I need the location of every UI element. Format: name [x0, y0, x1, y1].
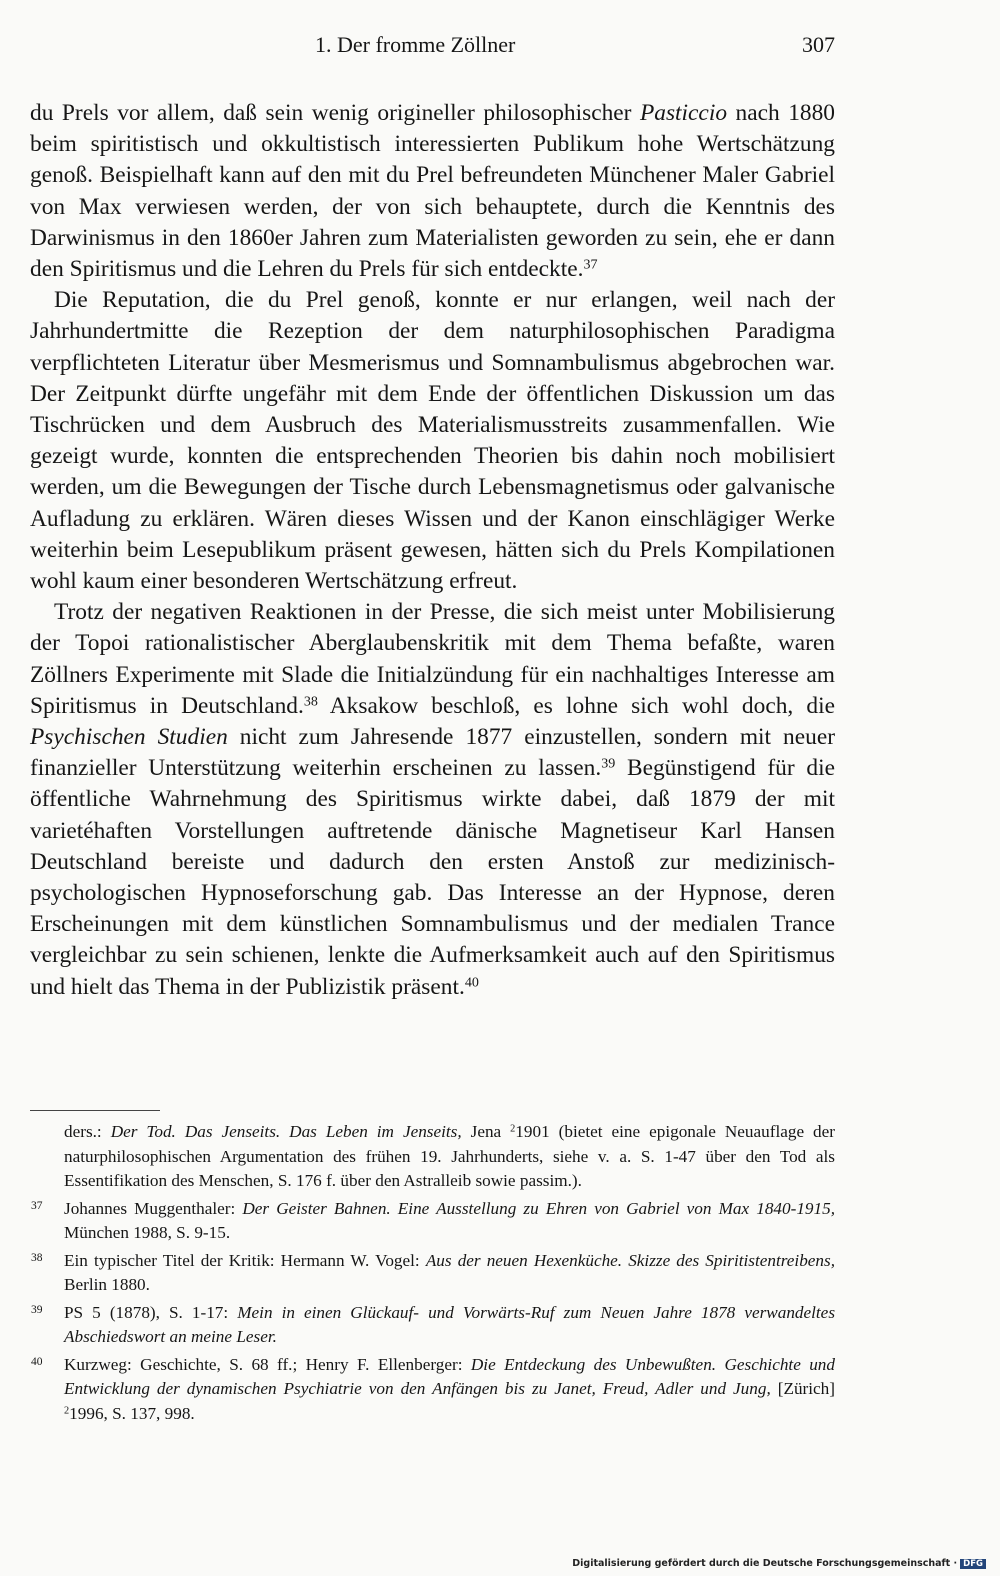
running-header	[30, 32, 835, 72]
footnote-number: 40	[31, 1355, 43, 1368]
footnote-number: 39	[31, 1303, 43, 1316]
footnote-38: 38 Ein typischer Titel der Kritik: Hermann W. Vogel: Aus der neuen Hexenküche. Skizze des Spiritistentreibens, Berlin 1880.	[31, 1250, 836, 1294]
page-number: 307	[802, 32, 835, 57]
digitization-credit	[572, 1558, 986, 1569]
footnote-number: 37	[31, 1199, 43, 1212]
footnote-continuation: ders.: Der Tod. Das Jenseits. Das Leben im Jenseits, Jena $^2$1901 (bietet eine epigonale Neuauflage der naturphilosophischen Argumentation des frühen 19. Jahrhunderts, siehe v. a. S. 1-47 über den Tod als Essentifikation des Menschen, S. 176 f. über den Astralleib sowie passim.).	[64, 1122, 836, 1190]
main-text	[30, 98, 835, 1003]
italic-journal-title: Psychischen Studien	[30, 724, 228, 751]
paragraph-2: Die Reputation, die du Prel genoß, konnte er nur erlangen, weil nach der Jahrhundertmitte die Rezeption der dem naturphilosophischen Paradigma verpflichteten Literatur über Mesmerismus und Somnambulismus abgebrochen war. Der Zeitpunkt dürfte ungefähr mit dem Ende der öffentlichen Diskussion um das Tischrücken und dem Ausbruch des Materialismusstreits zusammenfallen. Wie gezeigt wurde, konnten die entsprechenden Theorien bis dahin noch mobilisiert werden, um die Bewegungen der Tische durch Lebensmagnetismus oder galvanische Aufladung zu erklären. Wären dieses Wissen und der Kanon einschlägiger Werke weiterhin beim Lesepublikum präsent gewesen, hätten sich du Prels Kompilationen wohl kaum einer besonderen Wertschätzung erfreut.	[30, 287, 835, 595]
footnote-39: 39 PS 5 (1878), S. 1-17: Mein in einen Glückauf- und Vorwärts-Ruf zum Neuen Jahre 1878 verwandeltes Abschiedswort an meine Leser.	[31, 1302, 836, 1346]
footnote-divider	[30, 1110, 160, 1111]
footnote-ref-38[interactable]: 38	[303, 693, 318, 710]
footnote-40: 40 Kurzweg: Geschichte, S. 68 ff.; Henry F. Ellenberger: Die Entdeckung des Unbewußten. Geschichte und Entwicklung der dynamischen Psychiatrie von den Anfängen bis zu Janet, Freud, Adler und Jung, [Zürich] $^2$1996, S. 137, 998.	[31, 1354, 835, 1423]
footnote-ref-37[interactable]: 37	[583, 256, 598, 273]
paragraph-3: Trotz der negativen Reaktionen in der Presse, die sich meist unter Mobilisierung der Topoi rationalistischer Aberglaubenskritik mit dem Thema befaßte, waren Zöllners Experimente mit Slade die Initialzündung für ein nachhaltiges Interesse am Spiritismus in Deutschland.$^{38}$ Aksakow beschloß, es lohne sich wohl doch, die Psychischen Studien nicht zum Jahresende 1877 einzustellen, sondern mit neuer finanzieller Unterstützung weiterhin erscheinen zu lassen.$^{39}$ Begünstigend für die öffentliche Wahrnehmung des Spiritismus wirkte dabei, daß 1879 der mit varietéhaften Vorstellungen auftretende dänische Magnetiseur Karl Hansen Deutschland bereiste und dadurch den ersten Anstoß zur medizinisch-psychologischen Hypnoseforschung gab. Das Interesse an der Hypnose, deren Erscheinungen mit dem künstlichen Somnambulismus und der medialen Trance vergleichbar zu sein schienen, lenkte die Aufmerksamkeit auch auf den Spiritismus und hielt das Thema in der Publizistik präsent.$^{40}$	[30, 599, 835, 1000]
dfg-logo: DFG	[960, 1559, 986, 1569]
footnote-37: 37 Johannes Muggenthaler: Der Geister Bahnen. Eine Ausstellung zu Ehren von Gabriel von Max 1840-1915, München 1988, S. 9-15.	[31, 1198, 835, 1242]
italic-term: Pasticcio	[639, 100, 728, 126]
footnote-number: 38	[31, 1251, 43, 1264]
credit-text: Digitalisierung gefördert durch die Deutsche Forschungsgemeinschaft ·	[572, 1558, 958, 1569]
paragraph-1: du Prels vor allem, daß sein wenig origineller philosophischer Pasticcio nach 1880 beim spiritistisch und okkultistisch interessierten Publikum hohe Wertschätzung genoß. Beispielhaft kann auf den mit du Prel befreundeten Münchener Maler Gabriel von Max verwiesen werden, der von sich behauptete, durch die Kenntnis des Darwinismus in den 1860er Jahren zum Materialisten geworden zu sein, ehe er dann den Spiritismus und die Lehren du Prels für sich entdeckte.$^{37}$	[30, 100, 835, 283]
footnote-ref-39[interactable]: 39	[601, 755, 616, 772]
footnote-ref-40[interactable]: 40	[464, 973, 479, 990]
running-title: 1. Der fromme Zöllner	[315, 32, 516, 57]
footnotes	[30, 1120, 835, 1426]
